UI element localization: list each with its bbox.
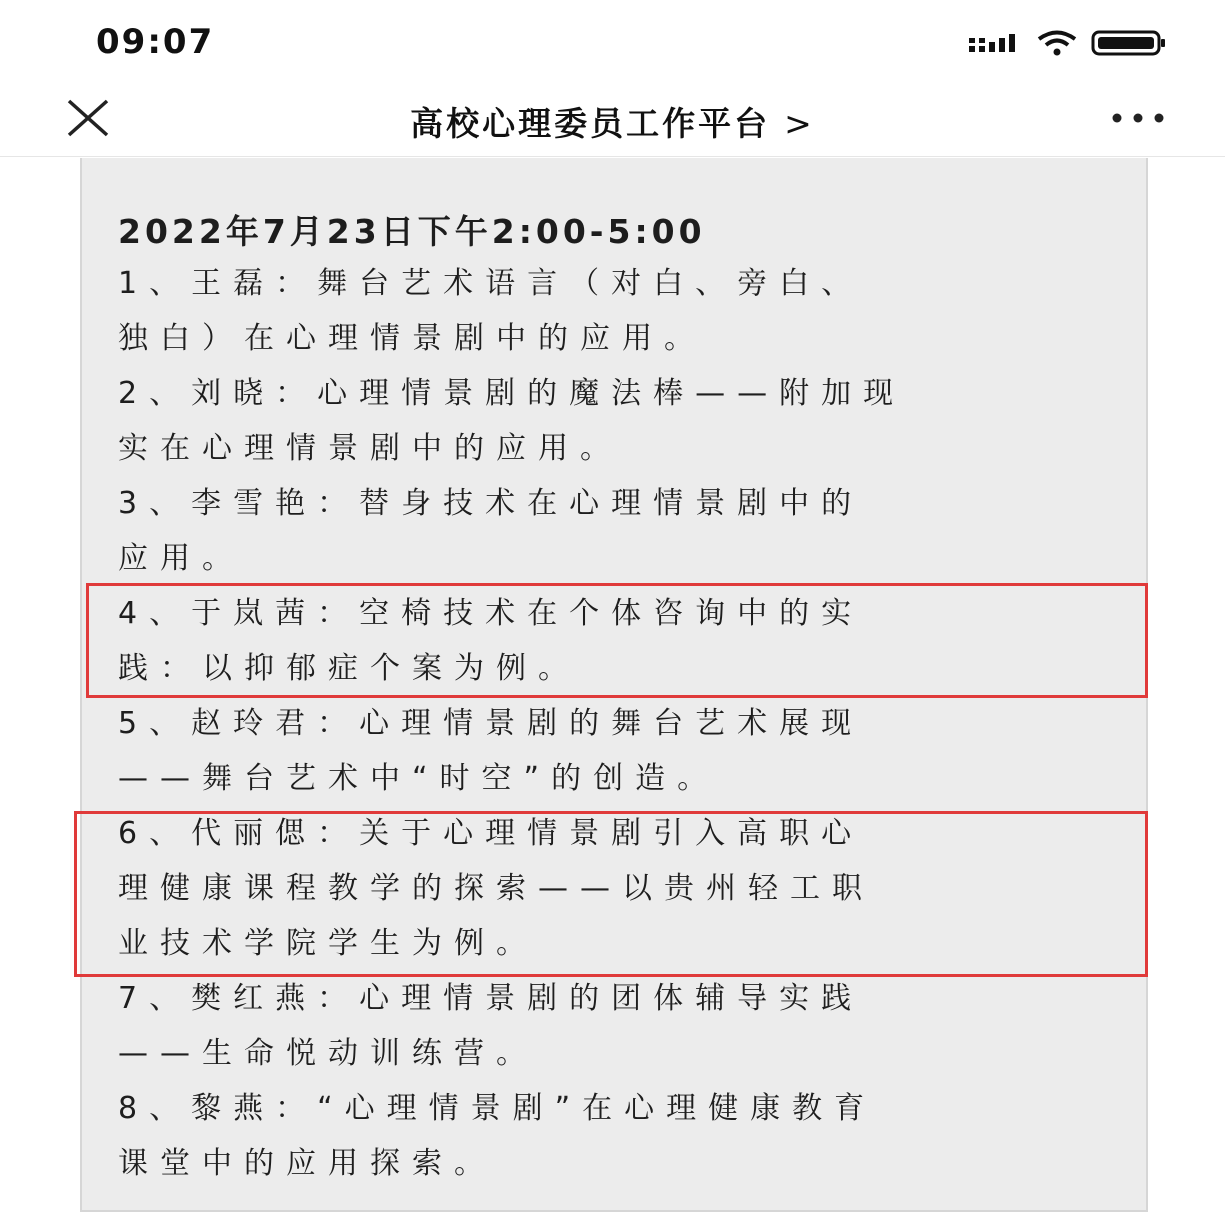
- agenda-line: 独白）在心理情景剧中的应用。: [118, 321, 706, 356]
- more-icon[interactable]: [1109, 108, 1167, 128]
- status-icons: [967, 30, 1167, 56]
- agenda-line: ——生命悦动训练营。: [118, 1036, 538, 1071]
- agenda-line: 7、樊红燕：心理情景剧的团体辅导实践: [118, 981, 864, 1016]
- agenda-line: 3、李雪艳：替身技术在心理情景剧中的: [118, 486, 864, 521]
- status-time: 09:07: [96, 22, 215, 62]
- highlight-box-item-6: [74, 811, 1148, 977]
- status-bar: [0, 0, 1225, 80]
- agenda-list: [118, 256, 1108, 1191]
- agenda-line: 理健康课程教学的探索——以贵州轻工职: [118, 871, 874, 906]
- mini-program-title[interactable]: [0, 98, 1225, 145]
- agenda-line: 4、于岚茜：空椅技术在个体咨询中的实: [118, 596, 864, 631]
- highlight-box-item-4: [86, 583, 1148, 698]
- agenda-line: 实在心理情景剧中的应用。: [118, 431, 622, 466]
- agenda-line: 1、王磊：舞台艺术语言（对白、旁白、: [118, 266, 864, 301]
- agenda-line: 践：以抑郁症个案为例。: [118, 651, 580, 686]
- chevron-right-icon: >: [784, 104, 815, 143]
- agenda-line: 5、赵玲君：心理情景剧的舞台艺术展现: [118, 706, 864, 741]
- agenda-line: 6、代丽偲：关于心理情景剧引入高职心: [118, 816, 864, 851]
- article-heading: 2022年7月23日下午2:00-5:00: [118, 212, 706, 251]
- agenda-line: 应用。: [118, 541, 244, 576]
- agenda-line: 业技术学院学生为例。: [118, 926, 538, 961]
- agenda-line: 2、刘晓：心理情景剧的魔法棒——附加现: [118, 376, 906, 411]
- agenda-line: 课堂中的应用探索。: [118, 1146, 496, 1181]
- nav-bar: [0, 80, 1225, 157]
- battery-icon: [1091, 30, 1167, 56]
- agenda-line: 8、黎燕：“心理情景剧”在心理健康教育: [118, 1091, 877, 1126]
- page-title: 高校心理委员工作平台: [410, 104, 771, 143]
- agenda-line: ——舞台艺术中“时空”的创造。: [118, 761, 720, 796]
- wifi-icon: [1037, 30, 1077, 56]
- signal-icon: [967, 32, 1023, 54]
